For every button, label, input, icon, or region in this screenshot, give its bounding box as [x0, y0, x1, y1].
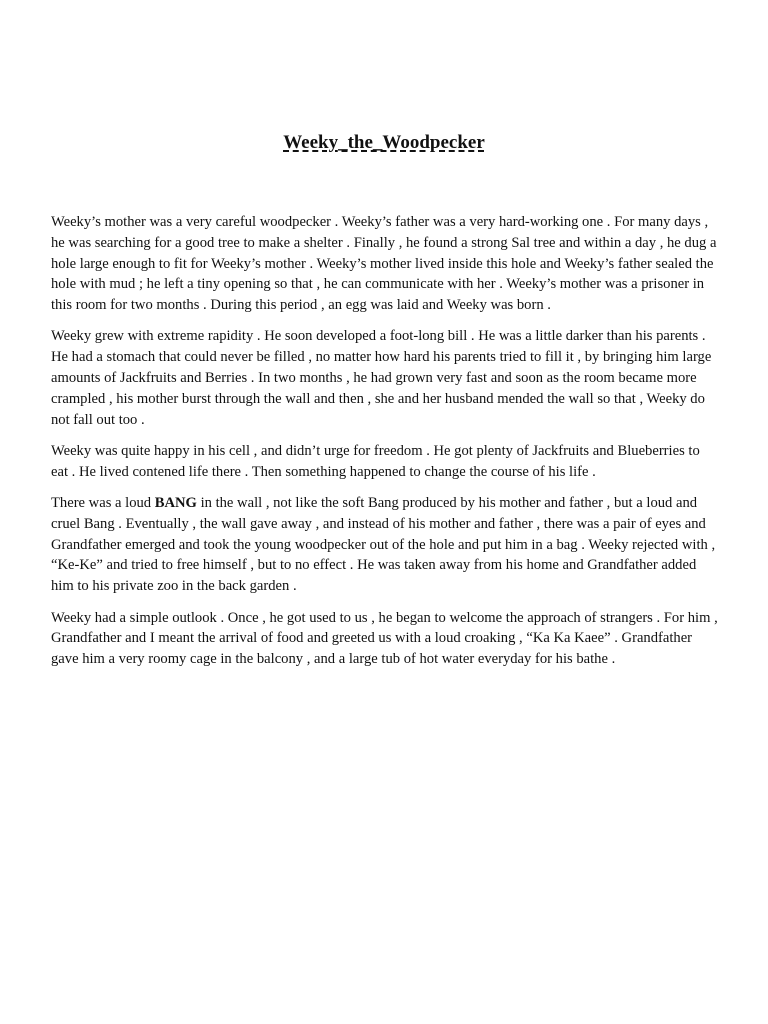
paragraph-4-intro: There was a loud [51, 495, 155, 512]
document-title: Weeky_the_Woodpecker [283, 132, 485, 153]
paragraph-4-rest: in the wall , not like the soft Bang produced by his mother and father , but a loud and cruel Bang . Eventually , the wall gave away , and instead of his mother and father , there was a pair of eyes and Grandfather emerged and took the young woodpecker out of the hole and put him in a bag . Weeky rejected with , “Ke-Ke” and tried to free himself , but to no effect . He was taken away from his home and Grandfather added him to his private zoo in the back garden . [51, 495, 716, 595]
bang-emphasis: BANG [154, 495, 197, 512]
paragraph-2: Weeky grew with extreme rapidity . He soon developed a foot-long bill . He was a little darker than his parents . He had a stomach that could never be filled , no matter how hard his parents tried to fill it , by bringing him large amounts of Jackfruits and Berries . In two months , he had grown very fast and soon as the room became more crampled , his mother burst through the wall and then , she and her husband mended the wall so that , Weeky do not fall out too . [51, 328, 712, 428]
paragraph-3: Weeky was quite happy in his cell , and didn’t urge for freedom . He got plenty of Jackfruits and Blueberries to eat . He lived contened life there . Then something happened to change the course of his life . [51, 442, 700, 480]
document-body [51, 212, 719, 680]
paragraph-1: Weeky’s mother was a very careful woodpecker . Weeky’s father was a very hard-working one . For many days , he was searching for a good tree to make a shelter . Finally , he found a strong Sal tree and within a day , he dug a hole large enough to fit for Weeky’s mother . Weeky’s mother lived inside this hole and Weeky’s father sealed the hole with mud ; he left a tiny opening so that , he can communicate with her . Weeky’s mother was a prisoner in this room for two months . During this period , an egg was laid and Weeky was born . [51, 214, 717, 314]
paragraph-5: Weeky had a simple outlook . Once , he got used to us , he began to welcome the approach of strangers . For him , Grandfather and I meant the arrival of food and greeted us with a loud croaking , “Ka Ka Kaee” . Grandfather gave him a very roomy cage in the balcony , and a large tub of hot water everyday for his bathe . [51, 609, 718, 668]
paragraph-4 [51, 493, 719, 597]
